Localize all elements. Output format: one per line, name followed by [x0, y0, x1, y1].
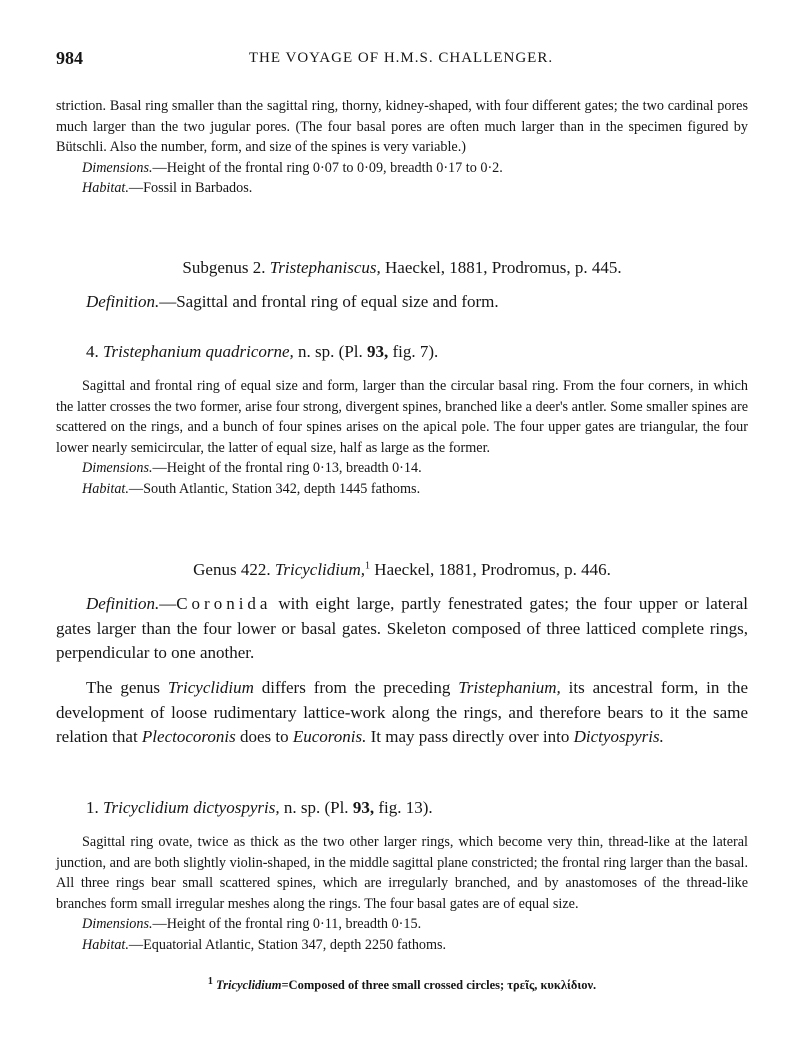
genus-heading: Genus 422. Tricyclidium,$^1$ Haeckel, 1881, Prodromus, p. 446. [193, 560, 611, 579]
species-4-description: Sagittal and frontal ring of equal size and form, larger than the circular basal ring. From the four corners, in which the latter crosses the two former, arise four strong, divergent spines, branched like a deer's antler. Some smaller spines are scattered on the rings, and a bunch of four spines arises on the apical pole. The four upper gates are triangular, the four lower nearly semicircular, the latter of equal size, half as large as the former. [56, 378, 748, 456]
genus-definition: Definition.—Coronida with eight large, partly fenestrated gates; the four upper or lateral gates larger than the four lower or basal gates. Skeleton composed of three latticed complete rings, perpendicular to one another. [56, 594, 748, 662]
species-1-heading: 1. Tricyclidium dictyospyris, n. sp. (Pl. 93, fig. 13). [86, 798, 433, 817]
species-4-section [56, 376, 748, 499]
species-1-dimensions: Dimensions.—Height of the frontal ring 0·11, breadth 0·15. [82, 916, 422, 932]
page-number: 984 [56, 48, 83, 68]
intro-habitat: Habitat.—Fossil in Barbados. [82, 180, 253, 196]
species-1-section [56, 832, 748, 955]
species-1-habitat: Habitat.—Equatorial Atlantic, Station 347, depth 2250 fathoms. [82, 936, 447, 953]
intro-dimensions: Dimensions.—Height of the frontal ring 0·07 to 0·09, breadth 0·17 to 0·2. [82, 159, 503, 176]
species-4-heading: 4. Tristephanium quadricorne, n. sp. (Pl. 93, fig. 7). [86, 342, 439, 361]
subgenus-definition: Definition.—Sagittal and frontal ring of equal size and form. [86, 292, 499, 311]
subgenus-heading: Subgenus 2. Tristephaniscus, Haeckel, 1881, Prodromus, p. 445. [182, 258, 622, 277]
genus-discussion: The genus Tricyclidium differs from the preceding Tristephanium, its ancestral form, in the development of loose rudimentary lattice-work along the rings, and therefore bears to it the same relation that Plectocoronis does to Eucoronis. It may pass directly over into Dictyospyris. [56, 678, 749, 746]
running-title: THE VOYAGE OF H.M.S. CHALLENGER. [248, 50, 554, 66]
species-1-description: Sagittal ring ovate, twice as thick as the two other larger rings, which become very thin, thread-like at the lateral junction, and are both slightly violin-shaped, in the middle sagittal plane constricted; the frontal ring larger than the basal. All three rings bear small scattered spines, which are irregularly branched, and by anastomoses of the thread-like branches form small irregular meshes along the rings. The four basal gates are of equal size. [56, 834, 748, 912]
species-4-habitat: Habitat.—South Atlantic, Station 342, depth 1445 fathoms. [82, 480, 421, 497]
page-header [56, 48, 746, 72]
intro-section [56, 96, 748, 199]
species-4-dimensions: Dimensions.—Height of the frontal ring 0·13, breadth 0·14. [82, 460, 422, 476]
footnote: $^1$ Tricyclidium=Composed of three small crossed circles; τρεῖς, κυκλίδιον. [207, 975, 597, 992]
intro-paragraph: striction. Basal ring smaller than the sagittal ring, thorny, kidney-shaped, with four different gates; the two cardinal pores much larger than the two jugular pores. (The four basal pores are often much larger than in the specimen figured by Bütschli. Also the number, form, and size of the spines is very variable.) [56, 98, 748, 155]
